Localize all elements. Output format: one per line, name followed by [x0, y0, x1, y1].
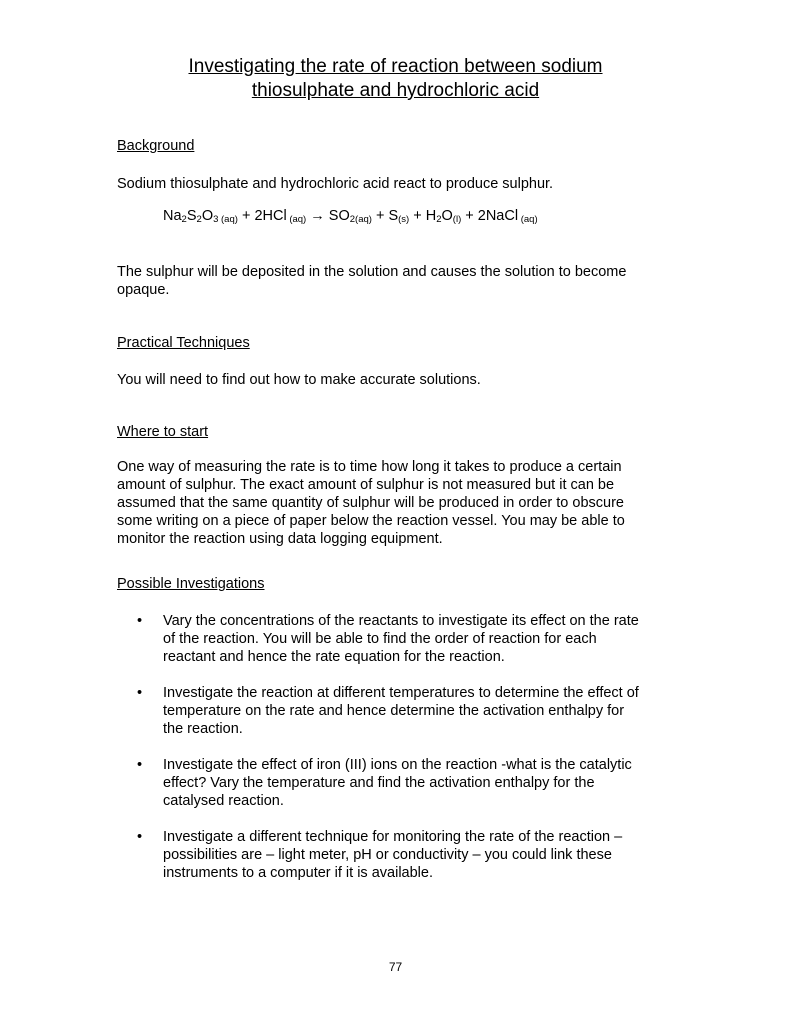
where-to-start-heading: Where to start	[117, 424, 209, 440]
background-paragraph: The sulphur will be deposited in the solution and causes the solution to become opaque.	[117, 264, 627, 298]
investigations-heading: Possible Investigations	[117, 576, 265, 592]
where-to-start-paragraph: One way of measuring the rate is to time how long it takes to produce a certain amount of sulphur. The exact amount of sulphur is not measured but it can be assumed that the same quantity of sulphur will be produced in order to obscure some writing on a piece of paper below the reaction vessel. You may be able to monitor the reaction using data logging equipment.	[117, 459, 625, 547]
bullet-icon: •	[137, 757, 143, 773]
background-intro: Sodium thiosulphate and hydrochloric acid react to produce sulphur.	[117, 176, 554, 192]
list-item: • Vary the concentrations of the reactants to investigate its effect on the rate of the reaction. You will be able to find the order of reaction for each reactant and hence the rate equation for the reaction.	[137, 613, 639, 665]
title-line-1: Investigating the rate of reaction between sodium	[188, 56, 603, 77]
list-item: • Investigate the effect of iron (III) ions on the reaction -what is the catalytic effect? Vary the temperature and find the activation enthalpy for the catalysed reaction.	[137, 757, 632, 809]
page-number: 77	[388, 960, 403, 974]
bullet-icon: •	[137, 685, 143, 701]
practical-paragraph: You will need to find out how to make accurate solutions.	[117, 372, 481, 388]
investigations-list	[137, 612, 677, 900]
page-title	[0, 55, 791, 103]
background-heading: Background	[117, 138, 195, 154]
bullet-icon: •	[137, 613, 143, 629]
list-item: • Investigate a different technique for monitoring the rate of the reaction – possibilities are – light meter, pH or conductivity – you could link these instruments to a computer if it is available.	[137, 829, 623, 881]
list-item: • Investigate the reaction at different temperatures to determine the effect of temperature on the rate and hence determine the activation enthalpy for the reaction.	[137, 685, 639, 737]
chemical-equation: $Na_2S_2O_{3 (aq)} + 2HCl$ $(aq) \to SO_{2(aq)} + S_{(s)} + H_2O_{(l)}$ + 2NaCl (aq)	[163, 208, 538, 225]
practical-heading: Practical Techniques	[117, 335, 250, 351]
bullet-icon: •	[137, 829, 143, 845]
title-line-2: thiosulphate and hydrochloric acid	[251, 80, 540, 101]
